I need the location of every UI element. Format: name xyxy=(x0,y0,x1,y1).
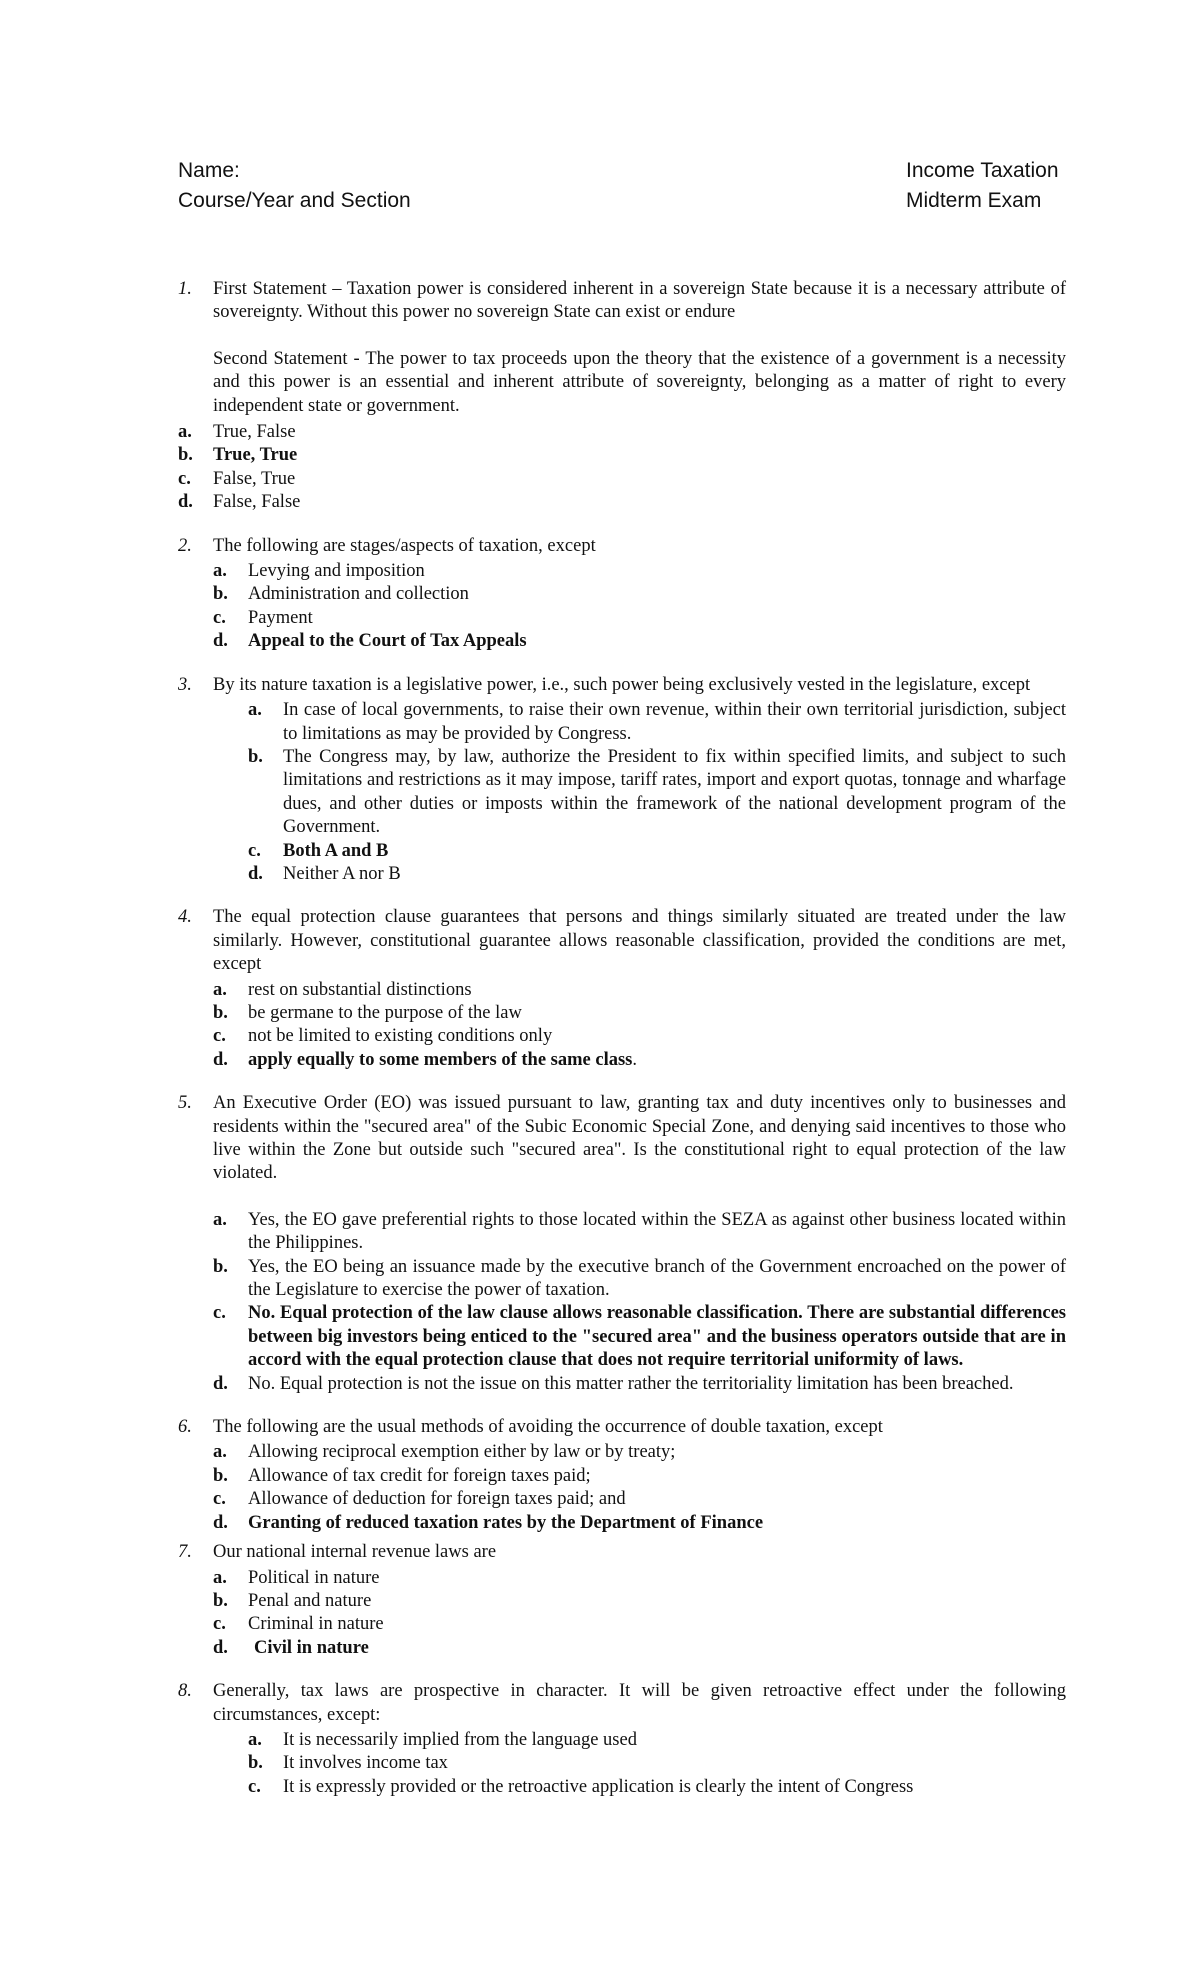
option-text: apply equally to some members of the same class xyxy=(248,1049,633,1070)
option-text: It is expressly provided or the retroactive application is clearly the intent of Congress xyxy=(283,1776,914,1797)
option-b xyxy=(213,1256,1066,1303)
option-label: a. xyxy=(248,1729,262,1750)
option-a xyxy=(248,699,1066,746)
option-label: a. xyxy=(178,422,192,443)
option-b xyxy=(213,1002,1066,1025)
question-text: Generally, tax laws are prospective in character. It will be given retroactive effect under the following circumstances, except: xyxy=(213,1681,1066,1725)
option-list xyxy=(213,1441,1066,1535)
header-left xyxy=(178,156,411,216)
option-d xyxy=(178,491,1066,514)
option-text: False, False xyxy=(213,492,301,513)
option-label: b. xyxy=(248,1753,263,1774)
option-text: No. Equal protection is not the issue on this matter rather the territoriality limitation has been breached. xyxy=(248,1373,1014,1394)
option-a xyxy=(178,421,1066,444)
subject-title: Income Taxation xyxy=(906,159,1059,182)
option-b-correct xyxy=(178,444,1066,467)
question-list xyxy=(178,278,1066,1819)
question-7 xyxy=(178,1541,1066,1660)
question-text: The equal protection clause guarantees that persons and things similarly situated are treated under the law similarly. However, constitutional guarantee allows reasonable classification, provided the conditions are met, except xyxy=(213,907,1066,975)
option-list xyxy=(178,421,1066,515)
header-right xyxy=(906,156,1059,216)
question-number: 6. xyxy=(178,1417,192,1438)
option-list xyxy=(248,1729,1066,1799)
question-5 xyxy=(178,1092,1066,1396)
option-text: Allowing reciprocal exemption either by law or by treaty; xyxy=(248,1442,676,1463)
option-label: c. xyxy=(213,1614,226,1635)
option-c xyxy=(248,1776,1066,1799)
option-label: a. xyxy=(213,1442,227,1463)
question-8 xyxy=(178,1680,1066,1799)
question-text: The following are the usual methods of avoiding the occurrence of double taxation, except xyxy=(213,1417,883,1438)
option-label: c. xyxy=(213,1489,226,1510)
question-text-second: Second Statement - The power to tax proceeds upon the theory that the existence of a government is a necessity and this power is an essential and inherent attribute of sovereignty, belonging as a matter of right to every independent state or government. xyxy=(213,348,1066,416)
option-text: False, True xyxy=(213,468,296,489)
option-text: Payment xyxy=(248,607,313,628)
option-label: c. xyxy=(178,468,191,489)
question-number: 1. xyxy=(178,279,192,299)
question-number: 3. xyxy=(178,674,192,695)
question-2 xyxy=(178,535,1066,654)
option-c xyxy=(213,1025,1066,1048)
option-c xyxy=(178,468,1066,491)
option-a xyxy=(248,1729,1066,1752)
option-label: b. xyxy=(248,746,263,767)
option-label: d. xyxy=(213,1637,228,1658)
option-c-correct xyxy=(213,1302,1066,1372)
option-text: True, False xyxy=(213,422,296,443)
question-text: First Statement – Taxation power is considered inherent in a sovereign State because it is a necessary attribute of sovereignty. Without this power no sovereign State can exist or endure xyxy=(213,279,1066,323)
option-text: Criminal in nature xyxy=(248,1614,384,1635)
option-text: Both A and B xyxy=(283,840,389,861)
option-b xyxy=(213,583,1066,606)
option-text: In case of local governments, to raise their own revenue, within their own territorial jurisdiction, subject to limitations as may be provided by Congress. xyxy=(283,700,1066,744)
option-b xyxy=(248,1752,1066,1775)
option-text: Granting of reduced taxation rates by the Department of Finance xyxy=(248,1512,764,1533)
option-d-correct: d. apply equally to some members of the same class. xyxy=(213,1049,1066,1072)
exam-title: Midterm Exam xyxy=(906,189,1042,212)
option-text: Political in nature xyxy=(248,1567,380,1588)
option-label: d. xyxy=(213,1373,228,1394)
option-label: a. xyxy=(213,561,227,582)
option-d-correct xyxy=(213,1512,1066,1535)
option-text: Levying and imposition xyxy=(248,561,425,582)
option-label: d. xyxy=(213,631,228,652)
option-label: d. xyxy=(178,492,193,513)
option-d-correct xyxy=(213,630,1066,653)
question-number: 4. xyxy=(178,907,192,928)
option-b xyxy=(213,1590,1066,1613)
option-label: a. xyxy=(213,1209,227,1230)
option-b xyxy=(248,746,1066,840)
option-text: Penal and nature xyxy=(248,1590,372,1611)
option-a xyxy=(213,560,1066,583)
option-label: d. xyxy=(213,1049,228,1070)
option-text: Allowance of tax credit for foreign taxes paid; xyxy=(248,1465,591,1486)
option-a xyxy=(213,1441,1066,1464)
option-text: No. Equal protection of the law clause allows reasonable classification. There are substantial differences between big investors being enticed to the "secured area" and the business operators outside that are in accord with the equal protection clause that does not require territorial uniformity of laws. xyxy=(248,1303,1066,1371)
option-d-correct xyxy=(213,1637,1066,1660)
option-label: c. xyxy=(213,1026,226,1047)
option-text: Neither A nor B xyxy=(283,863,401,884)
option-label: b. xyxy=(213,1256,228,1277)
option-label: c. xyxy=(213,1303,226,1324)
option-d xyxy=(248,863,1066,886)
question-3 xyxy=(178,674,1066,887)
question-text: By its nature taxation is a legislative power, i.e., such power being exclusively vested in the legislature, except xyxy=(213,674,1031,695)
option-label: d. xyxy=(248,863,263,884)
option-text: Administration and collection xyxy=(248,584,469,605)
option-text: not be limited to existing conditions only xyxy=(248,1026,553,1047)
name-label: Name: xyxy=(178,159,240,182)
question-text: An Executive Order (EO) was issued pursuant to law, granting tax and duty incentives only to businesses and residents within the "secured area" of the Subic Economic Special Zone, and denying said incentives to those who live within the Zone but outside such "secured area". Is the constitutional right to equal protection of the law violated. xyxy=(213,1093,1066,1184)
option-text: Appeal to the Court of Tax Appeals xyxy=(248,631,527,652)
question-number: 5. xyxy=(178,1093,192,1114)
question-text: Our national internal revenue laws are xyxy=(213,1542,497,1563)
question-number: 7. xyxy=(178,1542,192,1563)
option-list xyxy=(213,1209,1066,1396)
option-c xyxy=(213,1613,1066,1636)
option-c-correct xyxy=(248,840,1066,863)
option-c xyxy=(213,1488,1066,1511)
option-label: b. xyxy=(213,1465,228,1486)
option-a xyxy=(213,979,1066,1002)
question-6 xyxy=(178,1416,1066,1535)
option-list xyxy=(248,699,1066,886)
option-label: c. xyxy=(213,607,226,628)
option-text: Civil in nature xyxy=(254,1637,369,1658)
option-text: Yes, the EO being an issuance made by the executive branch of the Government encroached on the power of the Legislature to exercise the power of taxation. xyxy=(248,1256,1066,1301)
option-label: d. xyxy=(213,1512,228,1533)
option-text: Allowance of deduction for foreign taxes paid; and xyxy=(248,1489,626,1510)
option-text: The Congress may, by law, authorize the President to fix within specified limits, and subject to such limitations and restrictions as it may impose, tariff rates, import and export quotas, tonnage and wharfage dues, and other duties or imposts within the framework of the national development program of the Government. xyxy=(283,746,1066,838)
option-list xyxy=(213,979,1066,1073)
option-text: be germane to the purpose of the law xyxy=(248,1002,522,1023)
option-d xyxy=(213,1373,1066,1396)
option-label: c. xyxy=(248,840,261,861)
option-c xyxy=(213,607,1066,630)
question-4 xyxy=(178,906,1066,1072)
option-text: It involves income tax xyxy=(283,1753,448,1774)
question-number: 2. xyxy=(178,535,192,556)
option-text: Yes, the EO gave preferential rights to those located within the SEZA as against other business located within the Philippines. xyxy=(248,1209,1066,1254)
question-1 xyxy=(178,278,1066,515)
option-label: b. xyxy=(178,445,193,466)
option-text: rest on substantial distinctions xyxy=(248,979,472,1000)
question-text: The following are stages/aspects of taxation, except xyxy=(213,535,596,556)
option-a xyxy=(213,1567,1066,1590)
option-list xyxy=(213,1567,1066,1661)
option-text: It is necessarily implied from the language used xyxy=(283,1729,637,1750)
option-label: a. xyxy=(213,979,227,1000)
option-label: c. xyxy=(248,1776,261,1797)
option-list xyxy=(213,560,1066,654)
option-b xyxy=(213,1465,1066,1488)
course-label: Course/Year and Section xyxy=(178,189,411,212)
option-label: a. xyxy=(248,700,262,721)
option-label: b. xyxy=(213,1590,228,1611)
question-number: 8. xyxy=(178,1681,192,1702)
option-label: b. xyxy=(213,584,228,605)
option-a xyxy=(213,1209,1066,1256)
option-label: b. xyxy=(213,1002,228,1023)
option-label: a. xyxy=(213,1567,227,1588)
option-text: True, True xyxy=(213,445,298,466)
